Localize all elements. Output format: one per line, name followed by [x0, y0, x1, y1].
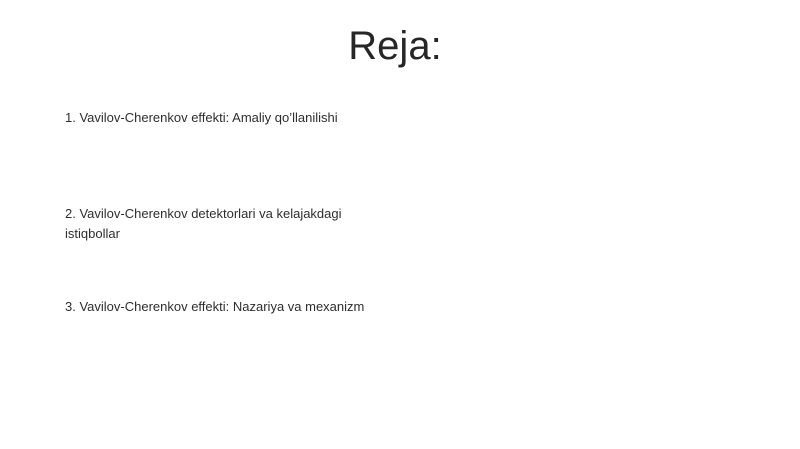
agenda-item-2: 2. Vavilov-Cherenkov detektorlari va kelajakdagi istiqbollar	[65, 206, 342, 241]
slide-title: Reja:	[348, 24, 442, 68]
agenda-item-1: 1. Vavilov-Cherenkov effekti: Amaliy qo’llanilishi	[65, 110, 338, 125]
agenda-item-3: 3. Vavilov-Cherenkov effekti: Nazariya va mexanizm	[65, 299, 365, 314]
